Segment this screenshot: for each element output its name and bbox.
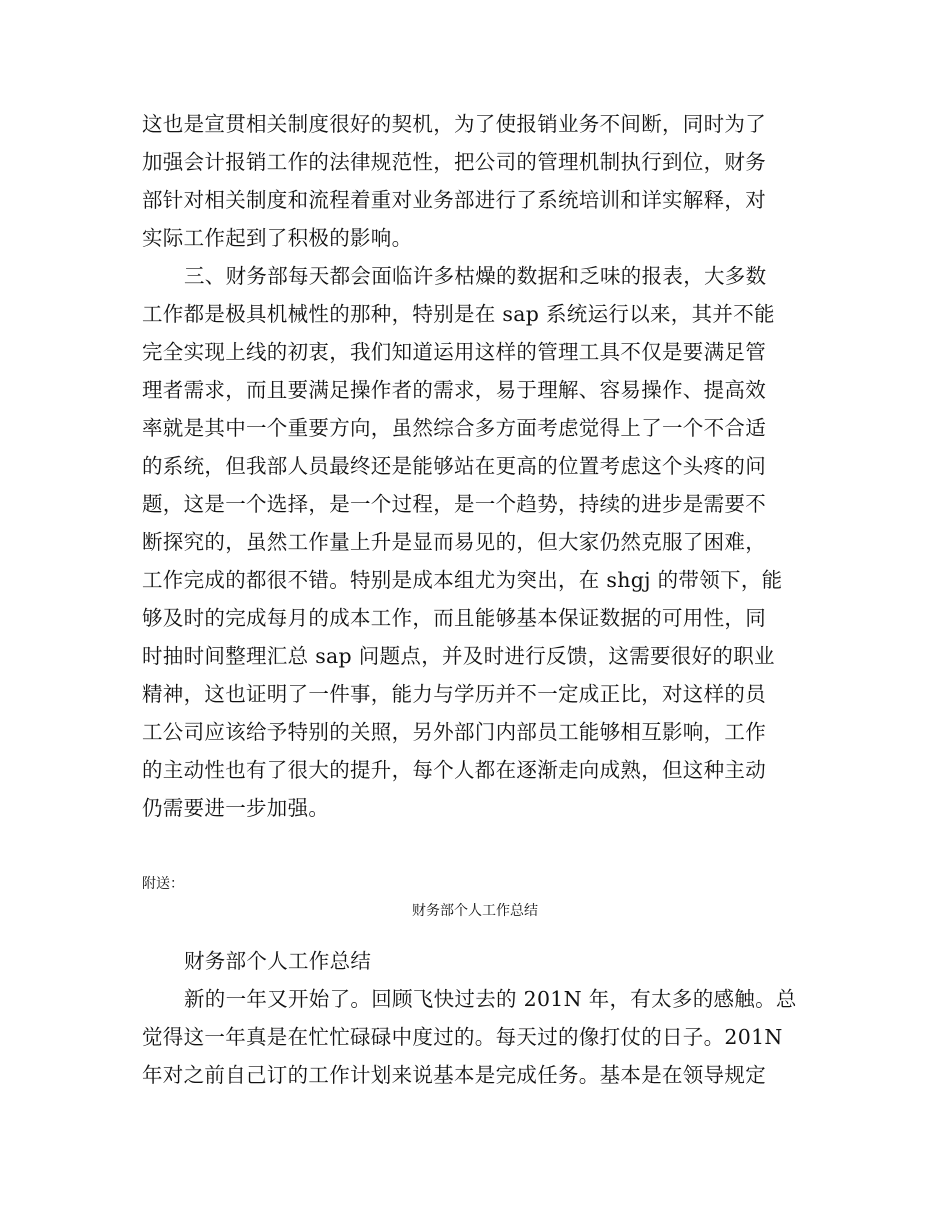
- text-line: 的主动性也有了很大的提升，每个人都在逐渐走向成熟，但这种主动: [142, 758, 766, 782]
- text-line: 时抽时间整理汇总 sap 问题点，并及时进行反馈，这需要很好的职业: [142, 644, 775, 668]
- body-text-bottom: [142, 942, 822, 1094]
- text-line: 工作都是极具机械性的那种，特别是在 sap 系统运行以来，其并不能: [142, 302, 775, 326]
- text-line: 新的一年又开始了。回顾飞快过去的 201N 年，有太多的感触。总: [184, 987, 797, 1011]
- text-line: 精神，这也证明了一件事，能力与学历并不一定成正比，对这样的员: [142, 682, 766, 706]
- text-line: 觉得这一年真是在忙忙碌碌中度过的。每天过的像打仗的日子。201N: [142, 1025, 783, 1049]
- text-line: 断探究的，虽然工作量上升是显而易见的，但大家仍然克服了困难，: [142, 530, 766, 554]
- text-line: 工作完成的都很不错。特别是成本组尤为突出，在 shgj 的带领下，能: [142, 568, 783, 592]
- text-line: 工公司应该给予特别的关照，另外部门内部员工能够相互影响，工作: [142, 720, 766, 744]
- text-line: 年对之前自己订的工作计划来说基本是完成任务。基本是在领导规定: [142, 1063, 766, 1087]
- text-line: 够及时的完成每月的成本工作，而且能够基本保证数据的可用性，同: [142, 606, 766, 630]
- text-line: 完全实现上线的初衷，我们知道运用这样的管理工具不仅是要满足管: [142, 340, 766, 364]
- text-line: 加强会计报销工作的法律规范性，把公司的管理机制执行到位，财务: [142, 150, 766, 174]
- text-line: 部针对相关制度和流程着重对业务部进行了系统培训和详实解释，对: [142, 188, 766, 212]
- text-line: 题，这是一个选择，是一个过程，是一个趋势，持续的进步是需要不: [142, 492, 766, 516]
- summary-heading: 财务部个人工作总结: [184, 949, 372, 973]
- text-line: 率就是其中一个重要方向，虽然综合多方面考虑觉得上了一个不合适: [142, 416, 766, 440]
- text-line: 理者需求，而且要满足操作者的需求，易于理解、容易操作、提高效: [142, 378, 766, 402]
- text-line: 的系统，但我部人员最终还是能够站在更高的位置考虑这个头疼的问: [142, 454, 766, 478]
- text-line: 这也是宣贯相关制度很好的契机，为了使报销业务不间断，同时为了: [142, 112, 766, 136]
- text-line: 三、财务部每天都会面临许多枯燥的数据和乏味的报表，大多数: [184, 264, 767, 288]
- text-line: 仍需要进一步加强。: [142, 796, 330, 820]
- attachment-label: 附送：: [142, 876, 184, 892]
- body-text-top: [142, 105, 822, 827]
- text-line: 实际工作起到了积极的影响。: [142, 226, 413, 250]
- appendix-title: 财务部个人工作总结: [412, 903, 538, 919]
